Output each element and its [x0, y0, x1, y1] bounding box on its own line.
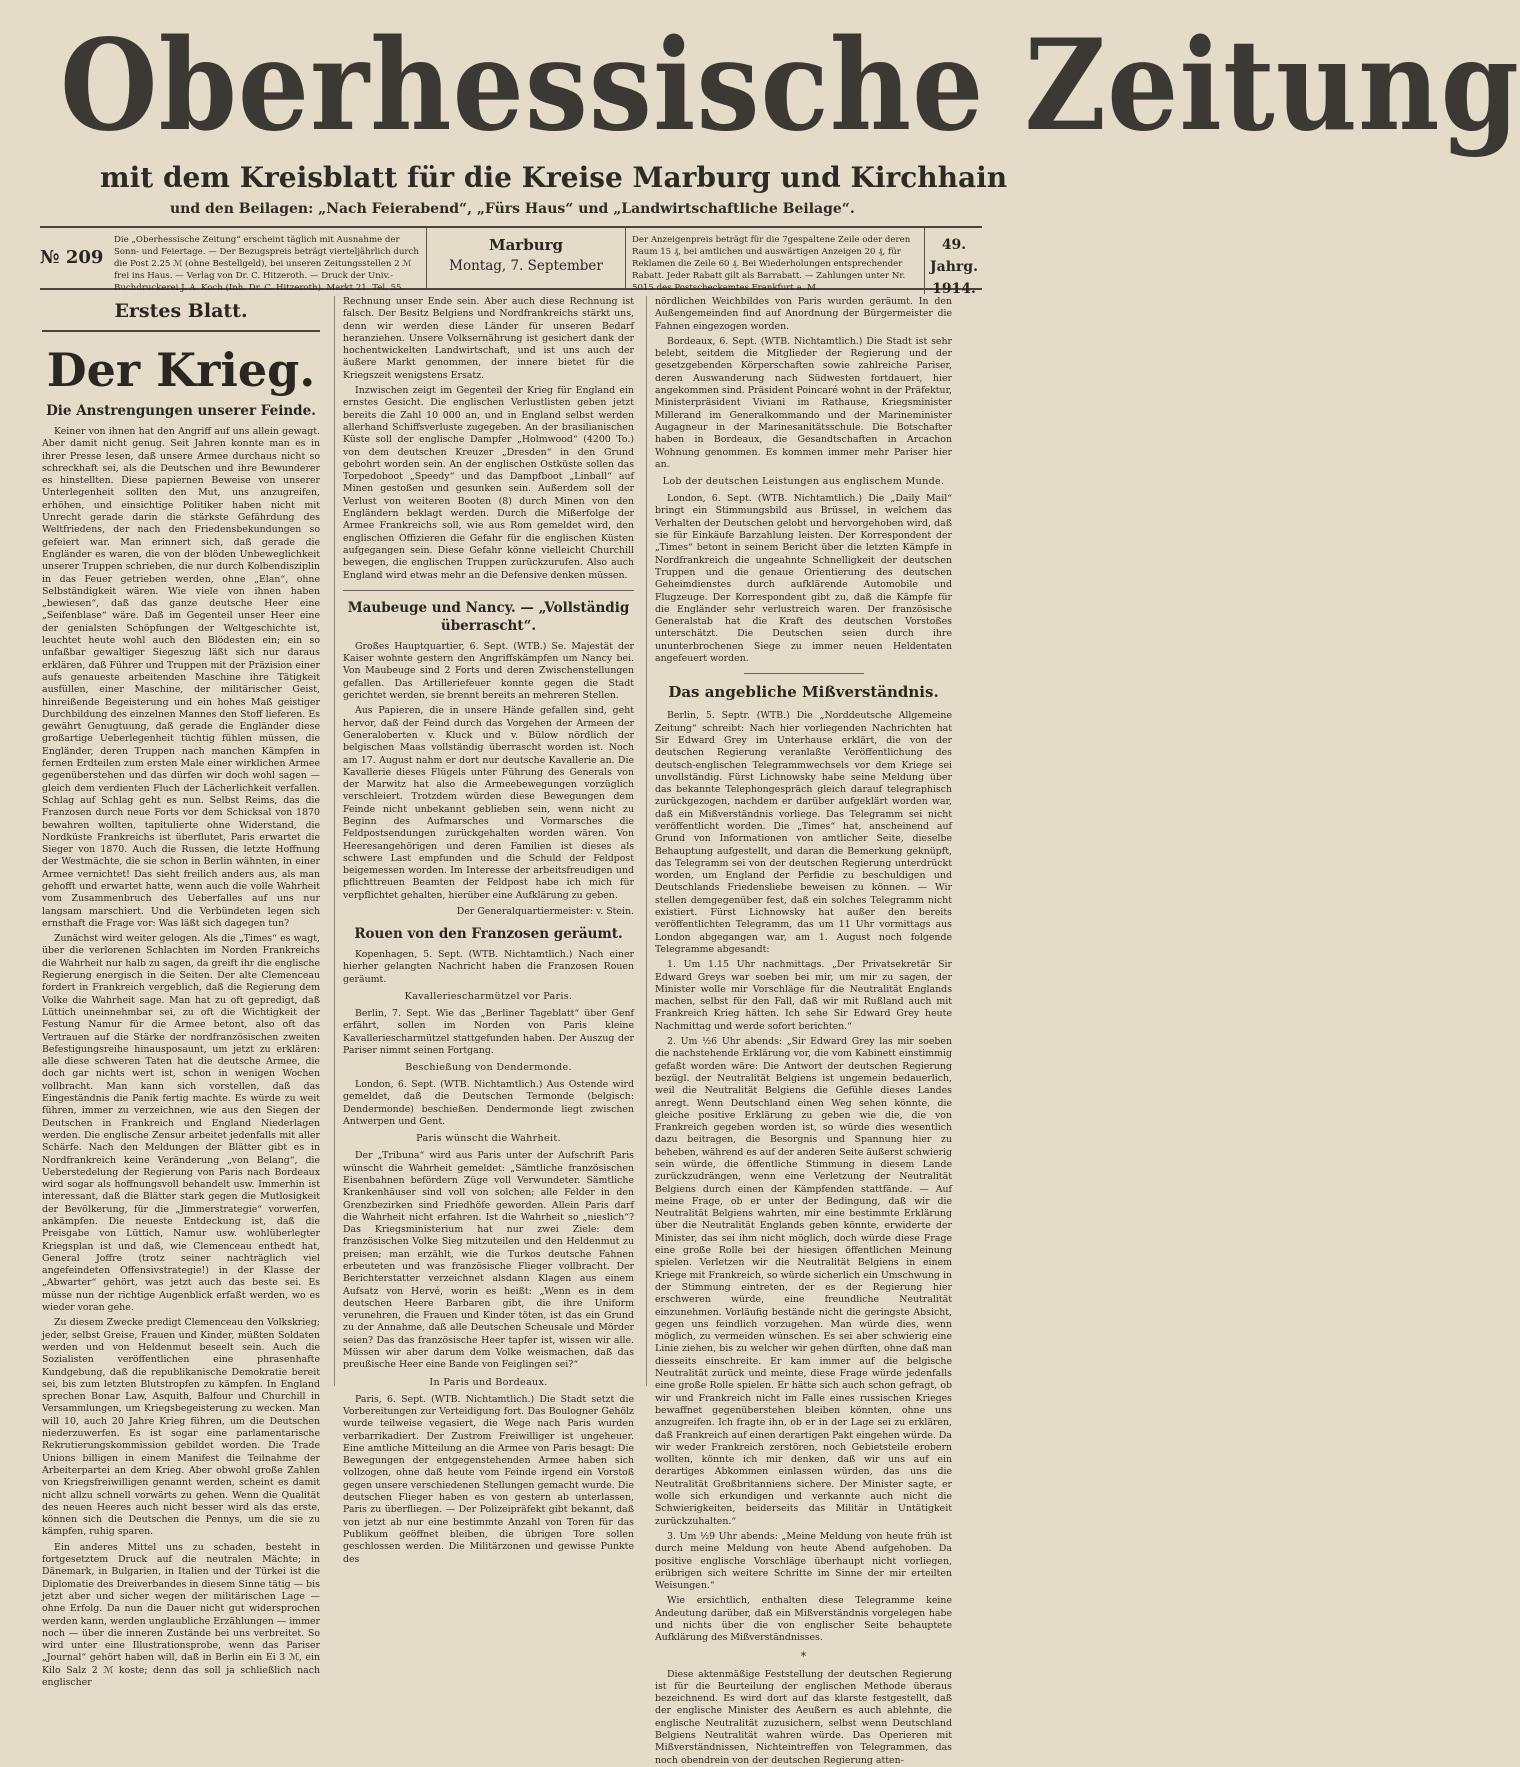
paragraph: London, 6. Sept. (WTB. Nichtamtlich.) Die „Daily Mail“ bringt ein Stimmungsbild aus Brüssel, in welchem das Verhalten der Deutschen gelobt und hervorgehoben wird, daß sie für Einkäufe Barzahlung leisten. Der Korrespondent der „Times“ betont in seinem Bericht über die letzten Kämpfe in Nordfrankreich die ungeahnte Schnelligkeit der deutschen Truppen und die genaue Orientierung des deutschen Geheimdienstes durch aufklärende Automobile und Flugzeuge. Der Korrespondent gibt zu, daß die Kämpfe für die Engländer sehr verlustreich waren. Der französische Generalstab hat die Kraft des deutschen Vorstoßes unterschätzt. Die Deutschen seien durch ihre ununterbrochenen Siege zu immer neuen Heldentaten angefeuert worden.	[655, 493, 952, 665]
paragraph: 3. Um ½9 Uhr abends: „Meine Meldung von heute früh ist durch meine Meldung von heute Abend aufgehoben. Da positive englische Vorschläge überhaupt nicht vorliegen, erübrigen sich weitere Schritte im Sinne der mir erteilten Weisungen.“	[655, 1530, 952, 1592]
article-headline: Maubeuge und Nancy. — „Vollständig überrascht“.	[347, 599, 630, 634]
paragraph: 1. Um 1.15 Uhr nachmittags. „Der Privatsekretär Sir Edward Greys war soeben bei mir, um mir zu sagen, der Minister wolle mir Vorschläge für die Neutralität Englands machen, selbst für den Fall, daß wir mit Rußland auch mit Frankreich Krieg hätten. Ich sehe Sir Edward Grey heute Nachmittag und werde sofort berichten.“	[655, 959, 952, 1032]
paragraph: Paris, 6. Sept. (WTB. Nichtamtlich.) Die Stadt setzt die Vorbereitungen zur Verteidigung fort. Das Boulogner Gehölz wurde teilweise vegasiert, die Wege nach Paris wurden verbarrikadiert. Der Zustrom Freiwilliger ist ungeheuer. Eine amtliche Mitteilung an die Armee von Paris besagt: Die Bewegungen der entgegenstehenden Armee haben sich vollzogen, ohne daß heute vom Feinde irgend ein Vorstoß gegen unsere verschiedenen Stellungen gemacht wurde. Die deutschen Flieger haben es von gestern ab unterlassen, Paris zu überfliegen. — Der Polizeipräfekt gibt bekannt, daß von jetzt ab nur eine bestimmte Anzahl von Toren für das Publikum geöffnet bleiben, die übrigen Tore sollen geschlossen werden. Die Militärzonen und gewisse Punkte des	[343, 1393, 634, 1565]
article-headline: Rouen von den Franzosen geräumt.	[354, 926, 623, 943]
sub-headline: In Paris und Bordeaux.	[429, 1376, 548, 1388]
paragraph: Zunächst wird weiter gelogen. Als die „Times“ es wagt, über die verlorenen Schlachten im Norden Frankreichs die Wahrheit nur halb zu sagen, da greift ihr die englische Regierung energisch in die Seiten. Der alte Clemenceau fordert in Frankreich vergeblich, daß die Regierung dem Volke die Wahrheit sage. Man hat zu oft gepredigt, daß Lüttich uneinnehmbar sei, zu oft die Wichtigkeit der Festung Namur für die Armee betont, also oft das Vertrauen auf die Stärke der nordfranzösischen zweiten Befestigungsreihe hinausposaunt, um jetzt zu erklären: alle diese schweren Taten hat die deutsche Armee, die doch gar nichts wert ist, schon in wenigen Wochen vollbracht. Man kann sich vorstellen, daß das Eingeständnis die Panik fertig machte. Es würde zu weit führen, immer zu verzeichnen, wie aus den Siegen der Deutschen in Frankreich und England Niederlagen werden. Die englische Zensur arbeitet jedenfalls mit aller Schärfe. Nach den Meldungen der Blätter gibt es in Nordfrankreich keine Veränderung „von Belang“, die Ueberstedelung der Regierung von Paris nach Bordeaux wird sogar als hoffnungsvoll behandelt usw. Immerhin ist interessant, daß die Blätter stark gegen die Mutlosigkeit der Bevölkerung, für die „Jimmerstrategie“ vorwerfen, ankämpfen. Die neueste Entdeckung ist, daß die Preisgabe von Lüttich, Namur usw. wohlüberlegter Kriegsplan ist und daß, wie Clemenceau enthedt hat, General Joffre (trotz seiner nachträglich viel angefeindeten Offensivstrategie!) in der Klasse der „Abwarter“ gehört, was jetzt auch das beste sei. Es müsse nun der richtige Augenblick erfaßt werden, wo es wieder voran gehe.	[42, 933, 320, 1314]
sub-headline: Beschießung von Dendermonde.	[405, 1062, 572, 1074]
city: Marburg	[488, 236, 563, 254]
issue-number: № 209	[40, 247, 104, 268]
volume: 49. Jahrg.	[930, 237, 978, 275]
paragraph: Aus Papieren, die in unsere Hände gefallen sind, geht hervor, daß der Feind durch das Vorgehen der Armeen der Generaloberten v. Kluck und v. Bülow nördlich der belgischen Maas vollständig überrascht worden ist. Noch am 17. August nahm er dort nur deutsche Kavallerie an. Die Kavallerie dieses Flügels unter Führung des Generals von der Marwitz hat also die Armeebewegungen vorzüglich verschleiert. Trotzdem würden diese Bewegungen dem Feinde nicht unbekannt geblieben sein, wenn nicht zu Beginn des Aufmarsches und Vormarsches die Feldpostsendungen zurückgehalten worden wären. Von Heeresangehörigen und deren Familien ist dieses als schwere Last empfunden und die Schuld der Feldpost beigemessen worden. Im Interesse der arbeitsfreudigen und pflichttreuen Beamten der Feldpost habe ich mich für verpflichtet gehalten, hierüber eine Aufklärung zu geben.	[343, 705, 634, 901]
info-bar	[40, 226, 982, 297]
paragraph: Der „Tribuna“ wird aus Paris unter der Aufschrift Paris wünscht die Wahrheit gemeldet: „Sämtliche französischen Eisenbahnen befördern Züge voll Verwundeter. Sämtliche Krankenhäuser sind voll von solchen; alle Felder in den Grenzbezirken sind Friedhöfe geworden. Allein Paris darf die Wahrheit nicht erfahren. Ist die Wahrheit so „nieslich“? Das Kriegsministerium hat nur zwei Ziele: dem französischen Volke Sieg mitzuteilen und den Heldenmut zu preisen; man erzählt, wie die Turkos deutsche Fahnen erbeuteten und was französische Flieger vollbracht. Der Berichterstatter verzeichnet alsdann Klagen aus einem Aufsatz von Hervé, worin es heißt: „Wenn es in dem deutschen Heere Barbaren gibt, die ihre Uniform verunehren, die Frauen und Kinder töten, ist das ein Grund zu der Annahme, daß alle Deutschen Scheusale und Mörder seien? Das das französische Heer tapfer ist, wissen wir alle. Müssen wir aber darum dem Volke weismachen, daß das preußische Heer eine Bande von Feiglingen sei?“	[343, 1150, 634, 1371]
sub-headline: Lob der deutschen Leistungen aus englischem Munde.	[662, 476, 945, 488]
column-3	[646, 296, 952, 1766]
paragraph: Kopenhagen, 5. Sept. (WTB. Nichtamtlich.) Nach einer hierher gelangten Nachricht haben die Franzosen Rouen geräumt.	[343, 949, 634, 985]
divider	[744, 673, 864, 674]
column-2	[334, 296, 634, 1565]
year: 1914.	[932, 281, 976, 297]
volume-year	[924, 228, 983, 297]
issue-date: Montag, 7. September	[449, 258, 603, 274]
divider	[343, 590, 634, 591]
paragraph: Berlin, 5. Septr. (WTB.) Die „Norddeutsche Allgemeine Zeitung“ schreibt: Nach hier vorliegenden Nachrichten hat Sir Edward Grey im Unterhause erklärt, die von der deutschen Regierung veranlaßte Veröffentlichung des deutsch-englischen Telegrammwechsels vor dem Kriege sei unvollständig. Fürst Lichnowsky habe seine Meldung über das bekannte Telephongespräch gleich darauf telegraphisch zurückgezogen, nachdem er darüber aufgeklärt worden war, daß ein Mißverständnis vorliege. Das Telegramm sei nicht veröffentlicht worden. Die „Times“ hat, anscheinend auf Grund von Informationen von amtlicher Seite, dieselbe Behauptung aufgestellt, und daran die Bemerkung geknüpft, das Telegramm sei von der deutschen Regierung unterdrückt worden, um England der Perfidie zu beschuldigen und Deutschlands Friedensliebe beweisen zu können. — Wir stellen demgegenüber fest, daß ein solches Telegramm nicht existiert. Fürst Lichnowsky hat außer den bereits veröffentlichten Telegramm, das um 11 Uhr vormittags aus London abgegangen war, am 1. August noch folgende Telegramme abgesandt:	[655, 710, 952, 955]
paragraph: London, 6. Sept. (WTB. Nichtamtlich.) Aus Ostende wird gemeldet, daß die Deutschen Termonde (belgisch: Dendermonde) beschießen. Dendermonde liegt zwischen Antwerpen und Gent.	[343, 1079, 634, 1128]
signature-line: Der Generalquartiermeister: v. Stein.	[456, 906, 634, 918]
paragraph: nördlichen Weichbildes von Paris wurden geräumt. In den Außengemeinden find auf Anordnung der Bürgermeister die Fahnen eingezogen worden.	[655, 296, 952, 332]
supplements-line: und den Beilagen: „Nach Feierabend“, „Fürs Haus“ und „Landwirtschaftliche Beilage“.	[170, 201, 855, 217]
paragraph: Großes Hauptquartier, 6. Sept. (WTB.) Se. Majestät der Kaiser wohnte gestern den Angriffskämpfen um Nancy bei. Von Maubeuge sind 2 Forts und deren Zwischenstellungen gefallen. Das Artilleriefeuer konnte gegen die Stadt gerichtet werden, sie brennt bereits an mehreren Stellen.	[343, 640, 634, 702]
column-1	[42, 296, 320, 1688]
separator-star: *	[800, 1649, 807, 1663]
publisher-note: Die „Oberhessische Zeitung“ erscheint täglich mit Ausnahme der Sonn- und Feiertage. — Der Bezugspreis beträgt vierteljährlich durch die Post 2.25 ℳ (ohne Bestellgeld), bei unseren Zeitungsstellen 2 ℳ frei ins Haus. — Verlag von Dr. C. Hitzeroth. — Druck der Univ.-Buchdruckerei J. A. Koch (Inh. Dr. C. Hitzeroth). Markt 21. Tel. 55.	[114, 235, 419, 293]
newspaper-subtitle: mit dem Kreisblatt für die Kreise Marburg und Kirchhain	[100, 161, 1008, 194]
sub-headline: Kavalleriescharmützel vor Paris.	[404, 990, 573, 1002]
article-headline: Das angebliche Mißverständnis.	[668, 683, 939, 702]
paragraph: Inzwischen zeigt im Gegenteil der Krieg für England ein ernstes Gesicht. Die englischen Verlustlisten geben jetzt bereits die Zahl 10 000 an, und in England selbst werden allerhand Schiffsverluste zugegeben. An der brasilianischen Küste soll der englische Dampfer „Holmwood“ (4200 To.) von dem deutschen Kreuzer „Dresden“ in den Grund gebohrt worden sein. An der englischen Ostküste sollen das Torpedoboot „Speedy“ und das Dampfboot „Linball“ auf Minen gestoßen und gesunken sein. Außerdem soll der Verlust von weiteren Booten (8) durch Minen von den Engländern beklagt werden. Durch die Mißerfolge der Armee Frankreichs soll, wie aus Rom gemeldet wird, den englischen Offizieren die Gefahr für die englischen Küsten aufgegangen sein. Diese Gefahr könne vielleicht Churchill bewegen, die englischen Truppen zurückzurufen. Also auch England wird etwas mehr an die Defensive denken müssen.	[343, 385, 634, 581]
ad-price-note: Der Anzeigenpreis beträgt für die 7gespaltene Zeile oder deren Raum 15 ₰, bei amtlichen und auswärtigen Anzeigen 20 ₰, für Reklamen die Zeile 60 ₰. Bei Wiederholungen entsprechender Rabatt. Jeder Rabatt gilt als Barrabatt. — Zahlungen unter Nr. 5015 des Postscheckamtes Frankfurt a. M.	[632, 235, 911, 293]
paragraph: Ein anderes Mittel uns zu schaden, besteht in fortgesetztem Druck auf die neutralen Mächte; in Dänemark, in Bulgarien, in Italien und der Türkei ist die Diplomatie des Dreiverbandes in diesem Sinne tätig — bis jetzt aber und sicher wegen der militärischen Lage — ohne Erfolg. Da nun die Dauer nicht gut widersprochen werden kann, werden unglaubliche Erzählungen — immer noch — über die inneren Zustände bei uns verbreitet. So wird unter eine Illustrationsprobe, wenn das Pariser „Journal“ gehört haben will, daß in Berlin ein Ei 3 ℳ, ein Kilo Salz 2 ℳ koste; denn das soll ja schließlich nach englischer	[42, 1541, 320, 1688]
article-headline: Die Anstrengungen unserer Feinde.	[46, 403, 316, 419]
paragraph: Rechnung unser Ende sein. Aber auch diese Rechnung ist falsch. Der Besitz Belgiens und Nordfrankreichs stärkt uns, denn wir werden diese Länder für unseren Bedarf heranziehen. Unsere Volksernährung ist gesichert dank der hochentwickelten Landwirtschaft, und ist uns auch der äußere Markt genommen, der innere bietet für die Kriegszeit wenigstens Ersatz.	[343, 296, 634, 381]
paragraph: Keiner von ihnen hat den Angriff auf uns allein gewagt. Aber damit nicht genug. Seit Jahren konnte man es in ihrer Presse lesen, daß unsere Armee durchaus nicht so schreckhaft sei, als die Deutschen und ihre Bewunderer es hinstellten. Diese papiernen Beweise von unserer Unterlegenheit sollten den Mut, uns anzugreifen, erhöhen, und einsichtige Politiker haben nicht mit Unrecht gerade darin die stärkste Gefährdung des Weltfriedens, der nach den Friedensbekundungen so gefeiert war. Man erinnert sich, daß gerade die Engländer es waren, die von der blöden Unbeweglichkeit unserer Truppen schrieben, die nur durch Kolbendisziplin in das Feuer getrieben werden, ohne „Elan“, ohne Selbständigkeit wären. Wie viele von ihnen haben „bewiesen“, daß das ganze deutsche Heer eine „Seifenblase“ wäre. Daß im Gegenteil unser Heer eine der genialsten Schöpfungen der Weltgeschichte ist, leuchtet heute wohl auch den Blödesten ein; ein so unfaßbar gewaltiger Siegeszug läßt sich nur daraus erklären, daß Führer und Truppen mit der Präzision einer aufs genaueste arbeitenden Maschine ihre Tätigkeit ausfüllen, einer Maschine, der militärischer Geist, hinreißende Begeisterung und ein hohes Maß geistiger Durchbildung des einzelnen Mannes den Stoff lieferen. Es gewährt Genugtuung, daß gerade die Engländer diese großartige Ueberlegenheit tüchtig fühlen müssen, die Engländer, deren Truppen nach manchen Kämpfen in fernen Erdteilen zum ersten Male einer wirklichen Armee gegenüberstehen und das dürfen wir doch wohl sagen — gleich dem verdienten Fluch der Lächerlichkeit verfallen. Schlag auf Schlag geht es nun. Selbst Reims, das die Franzosen durch neue Forts vor dem Schicksal von 1870 bewahren wollten, tapitulierte ohne Widerstand, die Nordküste Frankreichs ist überflutet, Paris erwartet die Sieger von 1870. Auch die Russen, die letzte Hoffnung der Westmächte, die sie schon in Berlin wähnten, in einer Armee vernichtet! Das sieht freilich anders aus, als man gehofft und erwartet hatte, wenn auch die volle Wahrheit vom Zusammenbruch des Ueberfalles auf uns nur langsam marschiert. Und die Verbündeten legen sich ernsthaft die Frage vor: Was läßt sich dagegen tun?	[42, 426, 320, 929]
paragraph: Bordeaux, 6. Sept. (WTB. Nichtamtlich.) Die Stadt ist sehr belebt, seitdem die Mitglieder der Regierung und der gesetzgebenden Körperschaften sowie zahlreiche Pariser, deren Auswanderung nach Südwesten fortdauert, hier angekommen sind. Präsident Poincaré wohnt in der Präfektur, Ministerpräsident Viviani im Rathause, Kriegsminister Millerand im Generalkommando und der Marineminister Augagneur in der Marinesanitätsschule. Die Botschafter haben in Bordeaux, die Gesandtschaften in Arcachon Wohnung genommen. Es kommen immer mehr Pariser hier an.	[655, 335, 952, 470]
section-label: Erstes Blatt.	[42, 296, 320, 332]
place-date	[426, 228, 626, 288]
newspaper-title: Oberhessische Zeitung	[60, 12, 1520, 160]
masthead	[0, 0, 1520, 225]
paragraph: Zu diesem Zwecke predigt Clemenceau den Volkskrieg; jeder, selbst Greise, Frauen und Kinder, müßten Soldaten werden und von Heldenmut beseelt sein. Auch die Sozialisten veröffentlichen eine phrasenhafte Kundgebung, daß die republikanische Demokratie bereit sei, bis zum letzten Blutstropfen zu kämpfen. In England sprechen Bonar Law, Asquith, Balfour und Churchill in Versammlungen, um Kriegsbegeisterung zu wecken. Man will 10, auch 20 Jahre Krieg führen, um die Deutschen niederzuwerfen. Es ist sogar eine parlamentarische Rekrutierungskommission gebildet worden. Die Trade Unions billigen in einem Manifest die Teilnahme der Arbeiterpartei an dem Krieg. Aber obwohl große Zahlen von Kriegsfreiwilligen genannt werden, scheint es damit nicht allzu schnell vorwärts zu gehen. Wenn die Qualität des neuen Heeres auch nicht besser wird als das erste, können sich die Deutschen die Pennys, um die sie zu kämpfen, ruhig sparen.	[42, 1317, 320, 1538]
paragraph: Diese aktenmäßige Feststellung der deutschen Regierung ist für die Beurteilung der englischen Methode überaus bezeichnend. Es wird dort auf das klarste festgestellt, daß der englische Minister des Aeußern es auch ablehnte, die englische Neutralität zuzusichern, selbst wenn Deutschland Belgiens Neutralität wahren würde. Das Operieren mit Mißverständnissen, Nichteintreffen von Telegrammen, das noch obendrein von der deutschen Regierung atten-	[655, 1668, 952, 1766]
paragraph: 2. Um ½6 Uhr abends: „Sir Edward Grey las mir soeben die nachstehende Erklärung vor, die vom Kabinett einstimmig gefaßt worden wäre: Die Antwort der deutschen Regierung bezügl. der Neutralität Belgiens ist ungemein bedauerlich, weil die Neutralität Belgiens die Gefühle dieses Landes anregt. Wenn Deutschland einen Weg sehen könnte, die gleiche positive Erklärung zu geben wie die, die von Frankreich gegeben worden ist, so würde dies wesentlich dazu beitragen, die Besorgnis und Spannung hier zu beheben, während es auf der anderen Seite äußerst schwierig sein würde, die öffentliche Stimmung in diesem Lande zurückzudrängen, wenn eine Verletzung der Neutralität Belgiens durch einen der Kämpfenden stattfände. — Auf meine Frage, ob er unter der Bedingung, daß wir die Neutralität Belgiens wahrten, mir eine bestimmte Erklärung über die Neutralität Englands geben könnte, erwiderte der Minister, das sei ihm nicht möglich, doch würde diese Frage eine große Rolle bei der hiesigen öffentlichen Meinung spielen. Verletzen wir die Neutralität Belgiens in einem Kriege mit Frankreich, so würde sicherlich ein Umschwung in der Stimmung eintreten, der es der Regierung hier erschweren würde, eine freundliche Neutralität einzunehmen. Vorläufig bestände nicht die geringste Absicht, gegen uns feindlich vorzugehen. Man würde dies, wenn möglich, zu vermeiden wünschen. Es sei aber schwierig eine Linie ziehen, bis zu welcher wir gehen dürften, ohne daß man diesseits einschreite. Er kam immer auf die belgische Neutralität zurück und meinte, diese Frage würde jedenfalls eine große Rolle spielen. Er hätte sich auch schon gefragt, ob wir und Frankreich nicht im Falle eines russischen Krieges bewaffnet gegenüberstehen bleiben könnten, ohne uns anzugreifen. Ich fragte ihn, ob er in der Lage sei zu erklären, daß Frankreich auf einen derartigen Pakt eingehen würde. Da wir weder Frankreich zerstören, noch Gebietsteile erobern wollten, könnte ich mir denken, daß wir uns auf ein derartiges Abkommen einlassen würden, das uns die Neutralität Großbritanniens sichere. Der Minister sagte, er wolle sich erkundigen und verkannte auch nicht die Schwierigkeiten, beiderseits das Militär in Untätigkeit zurückzuhalten.“	[655, 1036, 952, 1527]
paragraph: Berlin, 7. Sept. Wie das „Berliner Tageblatt“ über Genf erfährt, sollen im Norden von Paris kleine Kavalleriescharmützel stattgefunden haben. Der Auszug der Pariser nimmt seinen Fortgang.	[343, 1007, 634, 1056]
sub-headline: Paris wünscht die Wahrheit.	[416, 1133, 561, 1145]
main-headline: Der Krieg.	[46, 343, 316, 397]
paragraph: Wie ersichtlich, enthalten diese Telegramme keine Andeutung darüber, daß ein Mißverständnis vorgelegen habe und nichts über die von englischer Seite behauptete Aufklärung des Mißverständnisses.	[655, 1595, 952, 1644]
